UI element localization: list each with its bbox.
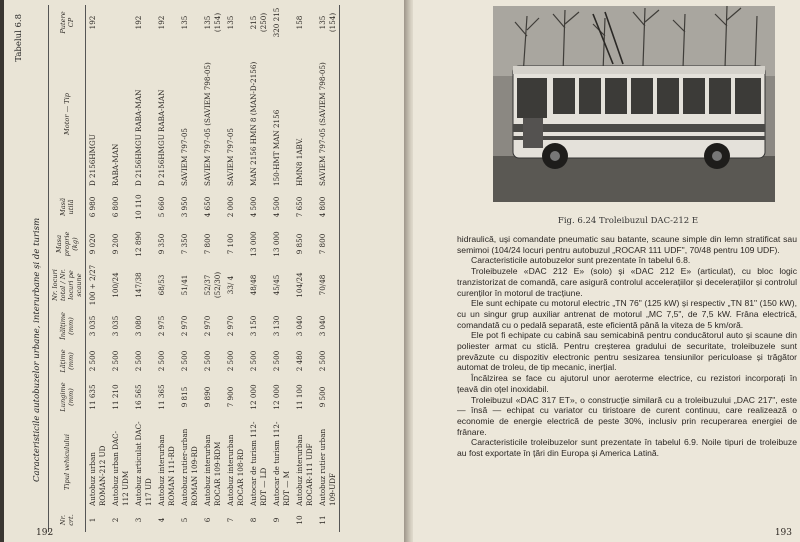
cell-no: 1 [88, 517, 97, 523]
cell-total-mass: 6 980 [88, 196, 97, 218]
cell-type: Autobuz interurban ROCAR-111 UDF [295, 434, 314, 506]
cell-length: 12 000 [272, 384, 281, 410]
cell-width: 2 480 [295, 350, 304, 372]
cell-seats: 68/53 [157, 274, 166, 296]
cell-type: Autobuz rutier-urban ROMAN 109-RD [180, 428, 199, 506]
cell-motor: MAN 2156 HMN 8 (MAN-D-2156) [249, 61, 258, 186]
cell-motor: HMN8 1ABV. [295, 137, 304, 186]
cell-height: 3 040 [316, 308, 340, 344]
left-page-number: 192 [36, 528, 54, 538]
cell-height: 3 035 [88, 315, 97, 337]
cell-no: 3 [134, 517, 143, 523]
cell-seats: 48/48 [249, 274, 258, 296]
cell-total-mass: 3 950 [180, 196, 189, 218]
cell-width: 2 500 [226, 350, 235, 372]
paragraph: Caracteristicile troleibuzelor sunt prezentate în tabelul 6.9. Noile tipuri de troleibuze au fost exportate în țări din Europa și America Latină. [457, 437, 797, 459]
cell-motor: D 2156HMGU RABA-MAN [134, 89, 143, 186]
cell-total-mass: 4 500 [249, 196, 258, 218]
table-row [316, 5, 340, 532]
cell-own-mass: 7 100 [226, 233, 235, 255]
cell-power: 135 [180, 15, 189, 30]
cell-total-mass: 2 000 [226, 196, 235, 218]
paragraph: Troleibuzul «DAC 317 ET», o construcție similară cu a troleibuzului „DAC 217", este — însă — echipat cu variator cu tiristoare de curent continuu, care realizează o economie de energie electrică de peste 30%, inclusiv prin recuperarea energiei de frânare. [457, 394, 797, 437]
cell-no: 7 [226, 517, 235, 523]
cell-power: 135 [226, 15, 235, 30]
cell-seats: 70/48 [316, 262, 340, 308]
cell-own-mass: 9 020 [88, 233, 97, 255]
cell-seats: 104/24 [295, 272, 304, 298]
header-height: Înălțime (mm) [49, 308, 86, 344]
paragraph: Caracteristicile autobuzelor sunt prezentate în tabelul 6.8. [471, 255, 691, 266]
cell-type: Autocar de turism 112-RDT — LD [249, 421, 268, 506]
header-own-mass: Masa proprie (kg) [49, 226, 86, 262]
cell-length: 11 635 [88, 384, 97, 410]
cell-width: 2 500 [249, 350, 258, 372]
cell-no: 10 [295, 515, 304, 525]
cell-no: 8 [249, 517, 258, 523]
cell-type: Autobuz interurban ROCAR 108-RD [226, 434, 245, 506]
left-page [4, 0, 408, 542]
cell-own-mass: 13 000 [272, 231, 281, 257]
table-row [178, 5, 201, 532]
cell-motor: SAVIEM 797-05 [226, 128, 235, 186]
cell-type: Autocar de turism 112-RDT — M [272, 421, 291, 506]
cell-own-mass: 12 890 [134, 231, 143, 257]
rotated-table-area [12, 5, 402, 532]
cell-own-mass: 7 800 [203, 233, 212, 255]
cell-length: 16 565 [134, 384, 143, 410]
right-page-number: 193 [774, 528, 792, 538]
cell-no: 6 [203, 517, 212, 523]
cell-width: 2 500 [316, 344, 340, 378]
header-width: Lățime (mm) [49, 344, 86, 378]
cell-power: 135 (154) [203, 12, 222, 33]
cell-motor: 150-HMT MAN 2156 [272, 109, 281, 186]
spec-table-body [86, 5, 340, 532]
cell-seats: 45/45 [272, 274, 281, 296]
cell-own-mass: 7 350 [180, 233, 189, 255]
cell-motor: SAVIEM 797-05 [180, 128, 189, 186]
cell-type: Autobuz rutier urban 109-UDF [316, 416, 340, 508]
cell-type: Autobuz urban DAC-112 UDM [111, 430, 130, 506]
paragraph: Ele sunt echipate cu motorul electric „TN 76" (125 kW) și respectiv „TN 81" (150 kW), cu un singur grup auxiliar antrenat de motorul „MC 7,5", de 7,5 kW. Frâna electrică, comandată cu o pedală separată, este eficientă până la viteza de 5 km/oră. [457, 298, 797, 330]
cell-total-mass: 4 800 [316, 188, 340, 226]
cell-width: 2 500 [111, 350, 120, 372]
paragraph: Ele pot fi echipate cu cabină sau semicabină pentru conducătorul auto și scaune din poliester armat cu sticlă. Pentru creșterea gradului de securitate, troleibuzele sunt prevăzute cu dispozitiv electronic pentru sesizarea tensiunilor periculoase și trăgător automat de troleu, de tip mecanic, inerțial. [457, 330, 797, 373]
cell-no: 5 [180, 517, 189, 523]
table-row [132, 5, 155, 532]
header-power: Putere CP [49, 5, 86, 40]
cell-no: 2 [111, 517, 120, 523]
cell-no: 4 [157, 517, 166, 523]
header-seats: Nr. locuri total / Nr. locuri pe scaune [49, 262, 86, 308]
cell-length: 11 365 [157, 384, 166, 410]
cell-own-mass: 9 350 [157, 233, 166, 255]
cell-power: 192 [134, 15, 143, 30]
cell-power: 158 [295, 15, 304, 30]
header-total-mass: Masă utilă [49, 188, 86, 226]
table-row [270, 5, 293, 532]
cell-motor: RABA-MAN [111, 143, 120, 186]
cell-type: Autobuz interurban ROCAR 109-RDM [203, 434, 222, 506]
table-row [293, 5, 316, 532]
cell-type: Autobuz urban ROMAN-212 UD [88, 445, 107, 506]
cell-length: 11 100 [295, 384, 304, 410]
body-text [457, 234, 797, 459]
cell-power: 320 215 [272, 7, 281, 38]
cell-total-mass: 4 500 [272, 196, 281, 218]
cell-no: 11 [316, 508, 340, 532]
cell-seats: 51/41 [180, 274, 189, 296]
cell-power: 192 [157, 15, 166, 30]
cell-motor: SAVIEM 797-05 (SAVIEM 798-05) [316, 40, 340, 188]
cell-height: 2 970 [226, 315, 235, 337]
cell-motor: SAVIEM 797-05 (SAVIEM 798-05) [203, 62, 212, 186]
table-row [224, 5, 247, 532]
table-row [109, 5, 132, 532]
cell-width: 2 500 [272, 350, 281, 372]
header-type: Tipul vehiculului [49, 416, 86, 508]
cell-seats: 52/37 (52/30) [203, 271, 222, 299]
cell-length: 9 815 [180, 386, 189, 408]
cell-type: Autobuz interurban ROMAN 111-RD [157, 434, 176, 506]
cell-height: 2 975 [157, 315, 166, 337]
cell-height: 3 035 [111, 315, 120, 337]
cell-height: 3 040 [295, 315, 304, 337]
table-row [201, 5, 224, 532]
trolleybus-illustration [493, 6, 775, 202]
cell-height: 3 150 [249, 315, 258, 337]
cell-length: 9 500 [316, 378, 340, 416]
cell-seats: 100/24 [111, 272, 120, 298]
cell-motor: D 2156HMGU RABA-MAN [157, 89, 166, 186]
cell-seats: 33/ 4 [226, 275, 235, 295]
cell-no: 9 [272, 517, 281, 523]
cell-own-mass: 7 800 [316, 226, 340, 262]
spec-table [48, 5, 340, 532]
cell-total-mass: 7 650 [295, 196, 304, 218]
cell-seats: 100 + 2/27 [88, 264, 97, 306]
table-row [86, 5, 110, 532]
header-motor-type: Tip [63, 92, 71, 104]
cell-width: 2 500 [157, 350, 166, 372]
cell-power: 192 [88, 15, 97, 30]
cell-width: 2 500 [134, 350, 143, 372]
cell-power [109, 5, 132, 40]
cell-length: 11 210 [111, 384, 120, 410]
cell-own-mass: 9 850 [295, 233, 304, 255]
header-motor: Motor — Tip [49, 40, 86, 188]
header-no: Nr. crt. [49, 508, 86, 532]
cell-height: 3 080 [134, 315, 143, 337]
table-title: Caracteristicile autobuzelor urbane, interurbane și de turism [32, 217, 42, 482]
table-row [247, 5, 270, 532]
paragraph: hidraulică, uși comandate pneumatic sau batante, scaune simple din lemn stratificat sau semimoi (104/24 locuri pentru autobuzul „ROCAR 111 UDF", 70/48 pentru 109 UDF). [457, 234, 797, 255]
cell-power: 215 (250) [249, 12, 268, 33]
cell-height: 3 130 [272, 315, 281, 337]
cell-total-mass: 5 660 [157, 196, 166, 218]
cell-total-mass: 4 650 [203, 196, 212, 218]
cell-height: 2 970 [203, 315, 212, 337]
cell-total-mass: 6 800 [111, 196, 120, 218]
paragraph: Troleibuzele «DAC 212 E» (solo) și «DAC 212 E» (articulat), cu bloc logic tranzistorizat de comandă, care asigură controlul accelerațiilor și decelerațiilor și controlul curenților în motorul de tracțiune. [457, 266, 797, 298]
header-length: Lungime (mm) [49, 378, 86, 416]
right-page [413, 0, 800, 542]
cell-length: 12 000 [249, 384, 258, 410]
cell-own-mass: 13 000 [249, 231, 258, 257]
header-motor-group: Motor [63, 114, 71, 136]
cell-power: 135 (154) [316, 5, 340, 40]
cell-seats: 147/38 [134, 272, 143, 298]
table-row [155, 5, 178, 532]
cell-width: 2 500 [88, 350, 97, 372]
cell-own-mass: 9 200 [111, 233, 120, 255]
cell-motor: D 2156HMGU [88, 134, 97, 186]
cell-width: 2 500 [203, 350, 212, 372]
trolleybus-photo [493, 6, 775, 202]
cell-height: 2 970 [180, 315, 189, 337]
cell-width: 2 500 [180, 350, 189, 372]
figure-caption: Fig. 6.24 Troleibuzul DAC-212 E [557, 216, 699, 226]
paragraph: Încălzirea se face cu ajutorul unor aeroterme electrice, cu rezistori incorporați în țeavă din oțel inoxidabil. [457, 373, 797, 394]
cell-length: 7 900 [226, 386, 235, 408]
table-label: Tabelul 6.8 [14, 14, 24, 62]
cell-type: Autobuz articulat DAC-117 UD [134, 421, 153, 506]
cell-length: 9 890 [203, 386, 212, 408]
cell-total-mass: 10 110 [134, 194, 143, 220]
